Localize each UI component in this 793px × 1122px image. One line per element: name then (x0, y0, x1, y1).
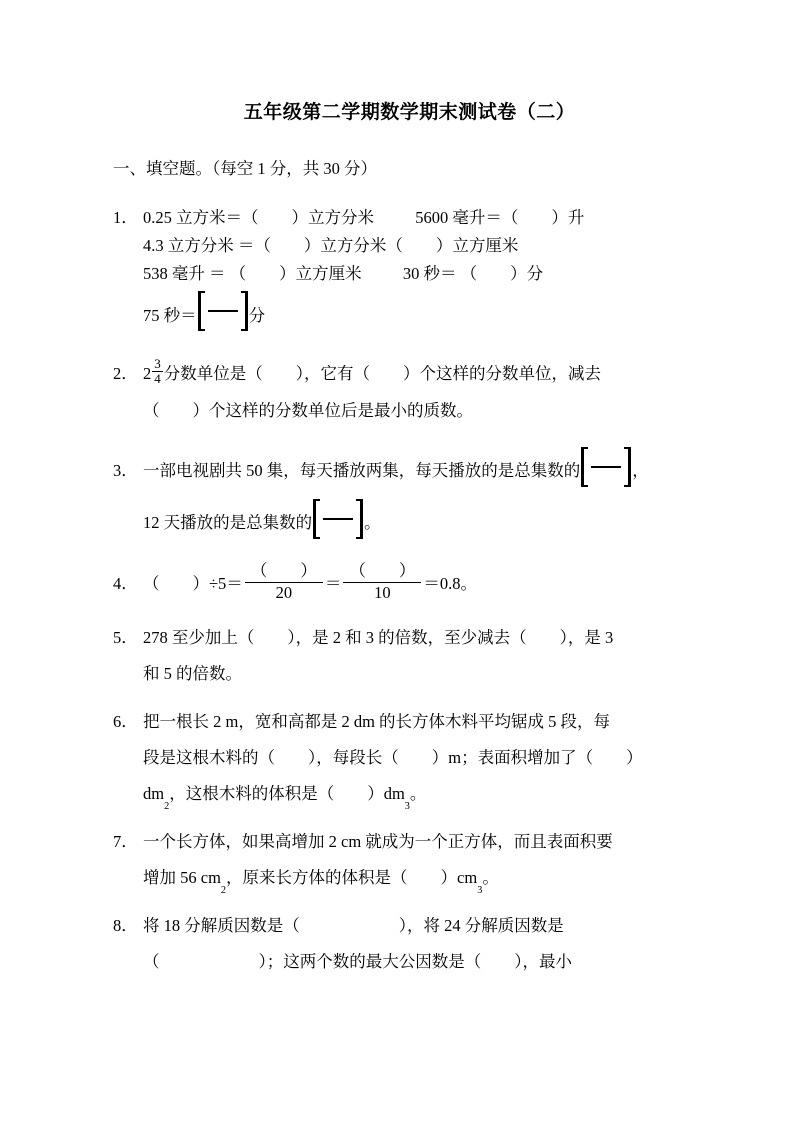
fraction-blank-area (320, 499, 356, 539)
question-3 (113, 448, 688, 546)
bracket-right (356, 499, 363, 539)
question-7-area-text: 增加 56 cm (143, 868, 221, 887)
question-7-line-1 (113, 827, 688, 855)
question-1-line-3 (113, 258, 688, 286)
question-6-line-1-text: 把一根长 2 m，宽和高都是 2 dm 的长方体木料平均锯成 5 段，每 (143, 712, 611, 731)
question-1-line-4-unit: 分 (248, 305, 266, 325)
question-3-line-2-text: 12 天播放的是总集数的 (143, 512, 313, 532)
question-4 (113, 560, 688, 605)
question-1-line-1 (113, 202, 688, 230)
question-4-number: 4． (113, 574, 138, 594)
question-5-line-1 (113, 623, 688, 651)
blank-fraction-bracket[interactable] (581, 447, 631, 487)
question-4-prefix: （ ）÷5＝ (143, 574, 243, 594)
question-4-suffix: ＝0.8。 (423, 574, 477, 594)
question-7-line-2-text: ，原来长方体的体积是（ ）cm (226, 868, 478, 887)
bracket-right (624, 447, 631, 487)
bracket-left (581, 447, 588, 487)
question-6-line-2-text: 段是这根木料的（ ），每段长（ ）m；表面积增加了（ ） (143, 748, 643, 767)
question-8-line-2-text: （ ）；这两个数的最大公因数是（ ），最小 (143, 952, 572, 971)
question-3-line-1-text: 一部电视剧共 50 集，每天播放两集，每天播放的是总集数的 (143, 460, 581, 480)
question-8-line-1-text: 将 18 分解质因数是（ ），将 24 分解质因数是 (143, 916, 564, 935)
question-6-unit-dm: dm (143, 784, 165, 803)
fraction-numerator: 3 (154, 356, 161, 372)
fraction-denominator: 4 (154, 370, 161, 386)
question-7-line-2-punct: 。 (482, 868, 499, 887)
fraction-blank-over-20[interactable] (245, 562, 323, 603)
fraction-blank-over-10[interactable] (343, 562, 421, 603)
bracket-left (198, 291, 205, 331)
question-3-line-1 (113, 448, 688, 494)
question-5 (113, 623, 688, 687)
question-8-line-1 (113, 911, 688, 939)
question-6 (113, 707, 688, 812)
fraction-blank-area (588, 447, 624, 487)
question-1-line-2-text: 4.3 立方分米 ＝（ ）立方分米（ ）立方厘米 (143, 235, 519, 255)
question-7-line-2: 增加 56 cm 2 ，原来长方体的体积是（ ）cm 3 。 (113, 863, 688, 891)
question-2-number: 2． (113, 363, 138, 383)
question-6-line-2 (113, 743, 688, 771)
question-2-line-2 (113, 396, 688, 424)
section-heading-fill-in-blanks: 一、填空题。（每空 1 分，共 30 分） (113, 158, 377, 178)
question-7 (113, 827, 688, 896)
question-6-line-1 (113, 707, 688, 735)
question-8-line-2 (113, 947, 688, 975)
question-3-line-2-punct: 。 (364, 512, 381, 532)
question-5-line-2-text: 和 5 的倍数。 (143, 664, 242, 683)
question-1-line-3-text: 538 毫升 ＝ （ ）立方厘米 30 秒＝ （ ）分 (143, 263, 544, 283)
bracket-right (241, 291, 248, 331)
question-1-line-4 (113, 292, 688, 338)
question-2 (113, 356, 688, 423)
question-2-line-2-text: （ ）个这样的分数单位后是最小的质数。 (143, 401, 473, 421)
question-7-line-1-text: 一个长方体，如果高增加 2 cm 就成为一个正方体，而且表面积要 (143, 832, 613, 851)
fraction-blank-area (205, 291, 241, 331)
question-8 (113, 911, 688, 975)
fraction-denominator: 10 (343, 582, 421, 603)
question-1 (113, 202, 688, 338)
blank-fraction-bracket[interactable] (198, 291, 248, 331)
question-2-line-1-text: 分数单位是（ ），它有（ ）个这样的分数单位，减去 (163, 363, 601, 383)
fraction-bar (208, 310, 238, 312)
question-6-line-3-punct: 。 (409, 784, 427, 803)
question-8-number: 8． (113, 916, 138, 935)
question-5-line-1-text: 278 至少加上（ ），是 2 和 3 的倍数，至少减去（ ），是 3 (143, 628, 614, 647)
question-5-number: 5． (113, 628, 138, 647)
fraction-numerator-blank: （ ） (250, 560, 317, 580)
bracket-left (313, 499, 320, 539)
question-1-line-1-text: 0.25 立方米＝（ ）立方分米 5600 毫升＝（ ）升 (143, 207, 585, 227)
page-title: 五年级第二学期数学期末测试卷（二） (243, 102, 576, 123)
question-7-number: 7． (113, 832, 138, 851)
question-4-equals: ＝ (324, 574, 342, 594)
question-3-line-1-punct: ， (632, 460, 649, 480)
mixed-number-fraction (152, 357, 163, 385)
question-6-line-3-text: ，这根木料的体积是（ ）dm (169, 784, 405, 803)
question-2-whole-number: 2 (143, 363, 152, 383)
question-6-line-3: dm 2 ，这根木料的体积是（ ）dm 3 。 (113, 779, 688, 807)
question-5-line-2 (113, 659, 688, 687)
question-3-number: 3． (113, 460, 138, 480)
question-3-line-2 (113, 500, 688, 546)
question-1-line-2 (113, 230, 688, 258)
question-1-number: 1． (113, 207, 138, 227)
question-2-line-1 (113, 356, 688, 387)
fraction-bar (323, 518, 353, 520)
question-6-number: 6． (113, 712, 138, 731)
question-4-line-1 (113, 560, 688, 605)
fraction-bar (591, 466, 621, 468)
fraction-denominator: 20 (245, 582, 323, 603)
question-1-line-4-text: 75 秒＝ (143, 305, 197, 325)
blank-fraction-bracket[interactable] (313, 499, 363, 539)
fraction-numerator-blank: （ ） (349, 560, 416, 580)
